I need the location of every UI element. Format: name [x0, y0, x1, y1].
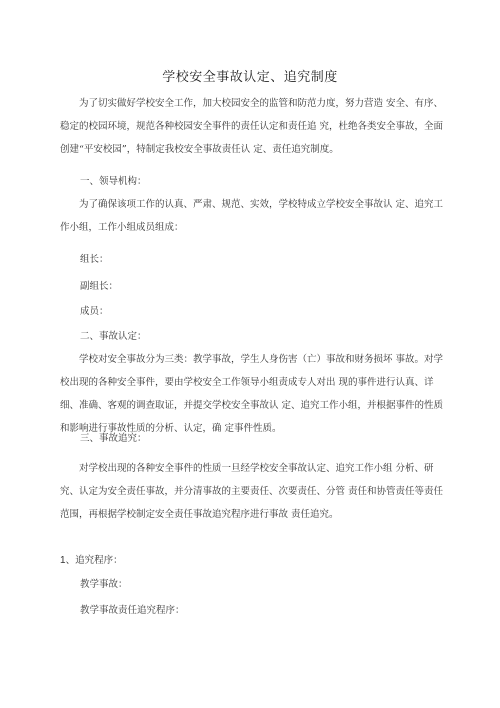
members-label: 成员：: [80, 306, 109, 317]
section3-heading: 三、事故追究：: [80, 433, 147, 444]
section2-body: 学校对安全事故分为三类：教学事故，学生人身伤害（亡）事故和财务损坏 事故。对学校出现的各种安全事件，要由学校安全工作领导小组责成专人对出 现的事件进行认真、详细、准确、客观的调查取证，并提交学校安全事故认 定、追究工作小组，并根据事件的性质和影响进行事故性质的分析、认定，确 定事件性质。: [60, 354, 444, 434]
leader-label: 组长：: [80, 254, 109, 265]
procedure-item-number: 1: [60, 555, 66, 566]
teaching-accident-label: 教学事故：: [80, 579, 128, 590]
section1-heading: 一、领导机构：: [80, 176, 147, 187]
section2-heading: 二、事故认定：: [80, 331, 147, 342]
teaching-procedure-label: 教学事故责任追究程序：: [80, 605, 185, 616]
document-title: 学校安全事故认定、追究制度: [162, 70, 338, 85]
section3-body: 对学校出现的各种安全事件的性质一旦经学校安全事故认定、追究工作小组 分析、研究、认定为安全责任事故，并分清事故的主要责任、次要责任、分管 责任和协管责任等责任范围，再根据学校制定安全责任事故追究程序进行事故 责任追究。: [60, 463, 444, 520]
deputy-leader-label: 副组长：: [80, 281, 119, 292]
section1-body: 为了确保该项工作的认真、严肃、规范、实效，学校特成立学校安全事故认 定、追究工作小组，工作小组成员组成：: [60, 199, 444, 233]
procedure-item-label: 、追究程序：: [65, 555, 123, 566]
procedure-item: [60, 554, 123, 568]
intro-paragraph: 为了切实做好学校安全工作，加大校园安全的监管和防范力度，努力营造 安全、有序、稳定的校园环境，规范各种校园安全事件的责任认定和责任追 究，杜绝各类安全事故，全面创建“平安校园”，特制定我校安全事故责任认 定、责任追究制度。: [60, 98, 444, 155]
